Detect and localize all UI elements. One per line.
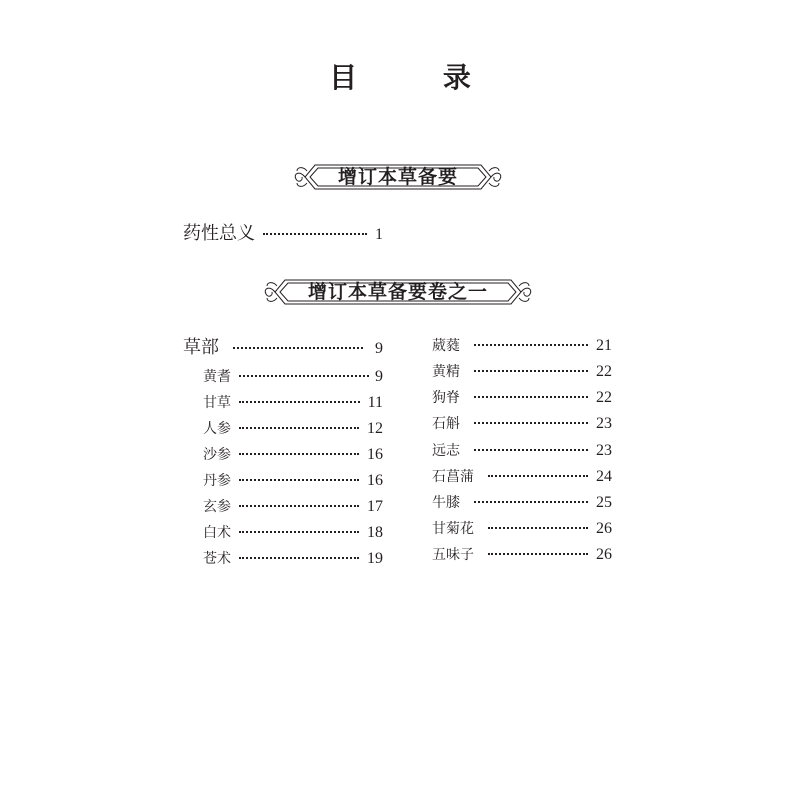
entry-name: 牛膝 (432, 495, 460, 511)
toc-entry (432, 545, 612, 565)
toc-entry (203, 367, 383, 387)
section-heading: 增订本草备要卷之一 (307, 281, 488, 303)
entry-name: 玄参 (203, 499, 231, 515)
toc-entry (203, 549, 383, 569)
dot-leader (233, 347, 363, 349)
entry-page: 16 (367, 472, 383, 489)
toc-entry (432, 441, 612, 461)
dot-leader (488, 475, 588, 477)
toc-entry (203, 419, 383, 439)
dot-leader (474, 422, 588, 424)
dot-leader (239, 453, 359, 455)
section-banner-1 (293, 162, 503, 192)
entry-name: 人参 (203, 421, 231, 437)
entry-page: 22 (596, 363, 612, 380)
entry-page: 23 (596, 442, 612, 459)
entry-page: 1 (375, 226, 383, 243)
entry-name: 药性总义 (183, 223, 255, 244)
dot-leader (239, 401, 360, 403)
dot-leader (474, 370, 588, 372)
toc-entry (203, 471, 383, 491)
toc-entry (203, 523, 383, 543)
toc-entry (432, 336, 612, 356)
toc-entry (203, 445, 383, 465)
section-heading: 增订本草备要 (337, 166, 458, 188)
entry-page: 17 (367, 498, 383, 515)
entry-name: 狗脊 (432, 390, 460, 406)
dot-leader (239, 479, 359, 481)
toc-entry (432, 362, 612, 382)
toc-entry (432, 519, 612, 539)
entry-name: 甘菊花 (432, 521, 474, 537)
dot-leader (488, 553, 588, 555)
dot-leader (474, 344, 588, 346)
toc-entry (432, 467, 612, 487)
dot-leader (239, 531, 359, 533)
entry-page: 22 (596, 389, 612, 406)
dot-leader (474, 449, 588, 451)
toc-entry (432, 493, 612, 513)
dot-leader (239, 427, 359, 429)
dot-leader (263, 233, 367, 235)
category-page: 9 (375, 340, 383, 357)
dot-leader (488, 527, 588, 529)
entry-page: 25 (596, 494, 612, 511)
entry-name: 甘草 (203, 395, 231, 411)
dot-leader (239, 375, 369, 377)
entry-name: 五味子 (432, 547, 474, 563)
entry-page: 24 (596, 468, 612, 485)
entry-name: 黄精 (432, 364, 460, 380)
entry-name: 白术 (203, 525, 231, 541)
entry-page: 12 (367, 420, 383, 437)
entry-name: 石斛 (432, 416, 460, 432)
entry-name: 沙参 (203, 447, 231, 463)
entry-page: 18 (367, 524, 383, 541)
toc-entry (432, 414, 612, 434)
dot-leader (239, 557, 359, 559)
dot-leader (474, 501, 588, 503)
entry-page: 19 (367, 550, 383, 567)
entry-name: 丹参 (203, 473, 231, 489)
dot-leader (239, 505, 359, 507)
toc-entry (203, 393, 383, 413)
entry-name: 石菖蒲 (432, 469, 474, 485)
dot-leader (474, 396, 588, 398)
toc-entry (203, 497, 383, 517)
entry-page: 26 (596, 520, 612, 537)
entry-page: 11 (367, 394, 383, 411)
toc-entry (183, 222, 383, 246)
category-name: 草部 (183, 337, 219, 358)
entry-page: 16 (367, 446, 383, 463)
toc-category (183, 336, 383, 360)
entry-page: 21 (596, 337, 612, 354)
entry-name: 苍术 (203, 551, 231, 567)
entry-name: 远志 (432, 443, 460, 459)
entry-page: 23 (596, 415, 612, 432)
page-title: 目 录 (329, 61, 509, 94)
entry-page: 26 (596, 546, 612, 563)
entry-name: 葳蕤 (432, 338, 460, 354)
toc-entry (432, 388, 612, 408)
entry-page: 9 (375, 368, 383, 385)
entry-name: 黄耆 (203, 369, 231, 385)
section-banner-2 (263, 277, 533, 307)
